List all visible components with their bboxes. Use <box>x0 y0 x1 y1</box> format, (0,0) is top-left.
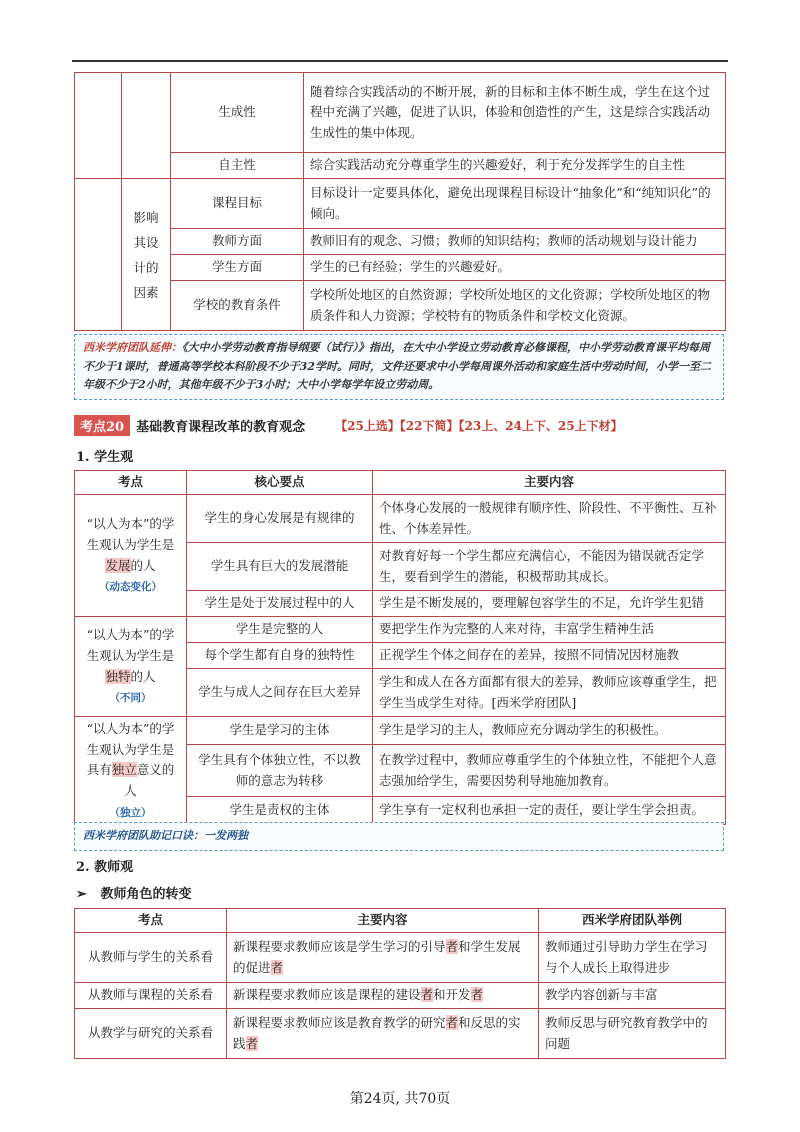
feature-label: 自主性 <box>171 153 304 179</box>
core-point: 学生具有个体独立性，不以教师的意志为转移 <box>187 745 373 797</box>
subsection-title <box>76 883 192 902</box>
highlight-keyword: 独立 <box>111 762 137 778</box>
bullet-arrow-icon: ➢ <box>76 887 87 902</box>
influence-factors-label: 影响其设计的因素 <box>122 179 171 331</box>
section-title-teacher-view: 2. 教师观 <box>76 860 134 875</box>
mnemonic-note <box>74 822 724 851</box>
example-content: 教学内容创新与丰富 <box>539 983 726 1009</box>
core-point: 学生是学习的主体 <box>187 717 373 745</box>
example-content: 教师通过引导助力学生在学习与个人成长上取得进步 <box>539 933 726 983</box>
header-cell: 核心要点 <box>187 471 373 495</box>
main-content: 学生是学习的主人，教师应充分调动学生的积极性。 <box>373 717 726 745</box>
main-content: 要把学生作为完整的人来对待，丰富学生精神生活 <box>373 617 726 643</box>
main-content: 学生和成人在各方面都有很大的差异，教师应该尊重学生，把学生当成学生对待。[西米学府团队] <box>373 669 726 717</box>
factor-content: 学校所处地区的自然资源；学校所处地区的文化资源；学校所处地区的物质条件和人力资源；学校特有的物质条件和学校文化资源。 <box>304 281 726 331</box>
teacher-role-table <box>74 908 726 1059</box>
example-content: 教师反思与研究教育教学中的问题 <box>539 1009 726 1059</box>
factor-label: 学校的教育条件 <box>171 281 304 331</box>
core-point: 学生与成人之间存在巨大差异 <box>187 669 373 717</box>
extension-note <box>74 334 724 400</box>
table-row <box>75 153 726 179</box>
header-cell: 主要内容 <box>227 909 539 933</box>
category-text: 的人 <box>130 557 156 573</box>
student-view-table <box>74 470 726 825</box>
table-row <box>75 73 726 153</box>
merged-cell <box>75 179 122 331</box>
header-cell: 考点 <box>75 471 187 495</box>
core-point: 学生是完整的人 <box>187 617 373 643</box>
content-text: 新课程要求教师应该是学生学习的引导 <box>233 938 446 954</box>
merged-cell <box>75 73 122 179</box>
highlight-keyword: 独特 <box>105 668 131 684</box>
exam-tags: 【25上选】【22下简】【23上、24上下、25上下材】 <box>335 419 623 433</box>
highlight-keyword: 者 <box>445 1014 459 1030</box>
highlight-keyword: 者 <box>445 938 459 954</box>
student-view-category <box>75 617 187 717</box>
top-rule <box>72 60 728 62</box>
main-content: 正视学生个体之间存在的差异，按照不同情况因材施教 <box>373 643 726 669</box>
factor-content: 学生的已有经验；学生的兴趣爱好。 <box>304 255 726 281</box>
main-content: 学生是不断发展的，要理解包容学生的不足，允许学生犯错 <box>373 591 726 617</box>
note-text: 一发两独 <box>204 829 248 842</box>
factor-label: 学生方面 <box>171 255 304 281</box>
content-text: 新课程要求教师应该是课程的建设 <box>233 987 421 1003</box>
highlight-keyword: 者 <box>270 959 284 975</box>
kaodian-header <box>74 415 623 436</box>
main-content: 学生享有一定权利也承担一定的责任，要让学生学会担责。 <box>373 797 726 825</box>
main-content: 个体身心发展的一般规律有顺序性、阶段性、不平衡性、互补性、个体差异性。 <box>373 495 726 543</box>
table-row <box>75 983 726 1009</box>
note-text: 《大中小学劳动教育指导纲要（试行）》指出，在大中小学设立劳动教育必修课程，中小学劳动教育课平均每周不少于1课时，普通高等学校本科阶段不少于32学时。同时，文件还要求中小学每周课外活动和家庭生活中劳动时间，小学一至二年级不少于2小时，其他年级不少于3小时；大中小学每学年设立劳动周。 <box>83 341 711 392</box>
category-text: 的人 <box>130 668 156 684</box>
table-row <box>75 281 726 331</box>
core-point: 学生的身心发展是有规律的 <box>187 495 373 543</box>
main-content: 对教育好每一个学生都应充满信心，不能因为错误就否定学生，要看到学生的潜能，积极帮助其成长。 <box>373 543 726 591</box>
note-lead: 西米学府团队助记口诀： <box>83 829 204 842</box>
core-point: 学生具有巨大的发展潜能 <box>187 543 373 591</box>
kaodian-title: 基础教育课程改革的教育观念 <box>136 420 306 435</box>
category-note: （独立） <box>109 806 152 819</box>
highlight-keyword: 者 <box>420 987 434 1003</box>
student-view-category <box>75 495 187 617</box>
header-cell: 主要内容 <box>373 471 726 495</box>
merged-cell <box>122 73 171 179</box>
content-text: 新课程要求教师应该是教育教学的研究 <box>233 1014 446 1030</box>
table-row <box>75 255 726 281</box>
header-cell: 西米学府团队举例 <box>539 909 726 933</box>
main-content <box>227 933 539 983</box>
content-text: 和学生发展的促进 <box>233 938 521 975</box>
feature-label: 生成性 <box>171 73 304 153</box>
table-row <box>75 1009 726 1059</box>
category-text: “以人为本”的学生观认为学生是 <box>86 516 175 552</box>
factor-label: 课程目标 <box>171 179 304 229</box>
section-title-student-view: 1. 学生观 <box>76 450 134 465</box>
course-features-table <box>74 72 726 331</box>
table-header-row <box>75 471 726 495</box>
factor-content: 教师旧有的观念、习惯；教师的知识结构；教师的活动规划与设计能力 <box>304 229 726 255</box>
content-text: 和反思的实践 <box>233 1014 521 1051</box>
category-text: “以人为本”的学生观认为学生是 <box>86 627 175 663</box>
student-view-category <box>75 717 187 825</box>
category-text: “以人为本”的学生观认为学生是具有 <box>86 721 175 778</box>
main-content <box>227 1009 539 1059</box>
kaodian-badge: 考点20 <box>74 415 130 436</box>
category-note: （不同） <box>109 692 152 705</box>
table-header-row <box>75 909 726 933</box>
highlight-keyword: 者 <box>470 987 484 1003</box>
table-row <box>75 229 726 255</box>
aspect-label: 从教学与研究的关系看 <box>75 1009 227 1059</box>
page-footer: 第24页, 共70页 <box>349 1091 451 1107</box>
core-point: 学生是处于发展过程中的人 <box>187 591 373 617</box>
category-note: （动态变化） <box>99 581 162 594</box>
highlight-keyword: 发展 <box>105 557 131 573</box>
aspect-label: 从教师与课程的关系看 <box>75 983 227 1009</box>
factor-content: 目标设计一定要具体化，避免出现课程目标设计“抽象化”和“纯知识化”的倾向。 <box>304 179 726 229</box>
highlight-keyword: 者 <box>245 1035 259 1051</box>
feature-content: 随着综合实践活动的不断开展，新的目标和主体不断生成，学生在这个过程中充满了兴趣，促进了认识，体验和创造性的产生，这是综合实践活动生成性的集中体现。 <box>304 73 726 153</box>
content-text: 和开发 <box>433 987 471 1003</box>
table-row <box>75 495 726 543</box>
table-row <box>75 933 726 983</box>
note-lead: 西米学府团队延伸： <box>83 341 182 354</box>
subsection-label: 教师角色的转变 <box>100 887 192 902</box>
core-point: 学生是责权的主体 <box>187 797 373 825</box>
core-point: 每个学生都有自身的独特性 <box>187 643 373 669</box>
table-row <box>75 617 726 643</box>
category-text: 意义的人 <box>124 762 175 798</box>
factor-label: 教师方面 <box>171 229 304 255</box>
aspect-label: 从教师与学生的关系看 <box>75 933 227 983</box>
table-row <box>75 179 726 229</box>
feature-content: 综合实践活动充分尊重学生的兴趣爱好，利于充分发挥学生的自主性 <box>304 153 726 179</box>
main-content: 在教学过程中，教师应尊重学生的个体独立性，不能把个人意志强加给学生，需要因势利导地施加教育。 <box>373 745 726 797</box>
header-cell: 考点 <box>75 909 227 933</box>
table-row <box>75 717 726 745</box>
main-content <box>227 983 539 1009</box>
